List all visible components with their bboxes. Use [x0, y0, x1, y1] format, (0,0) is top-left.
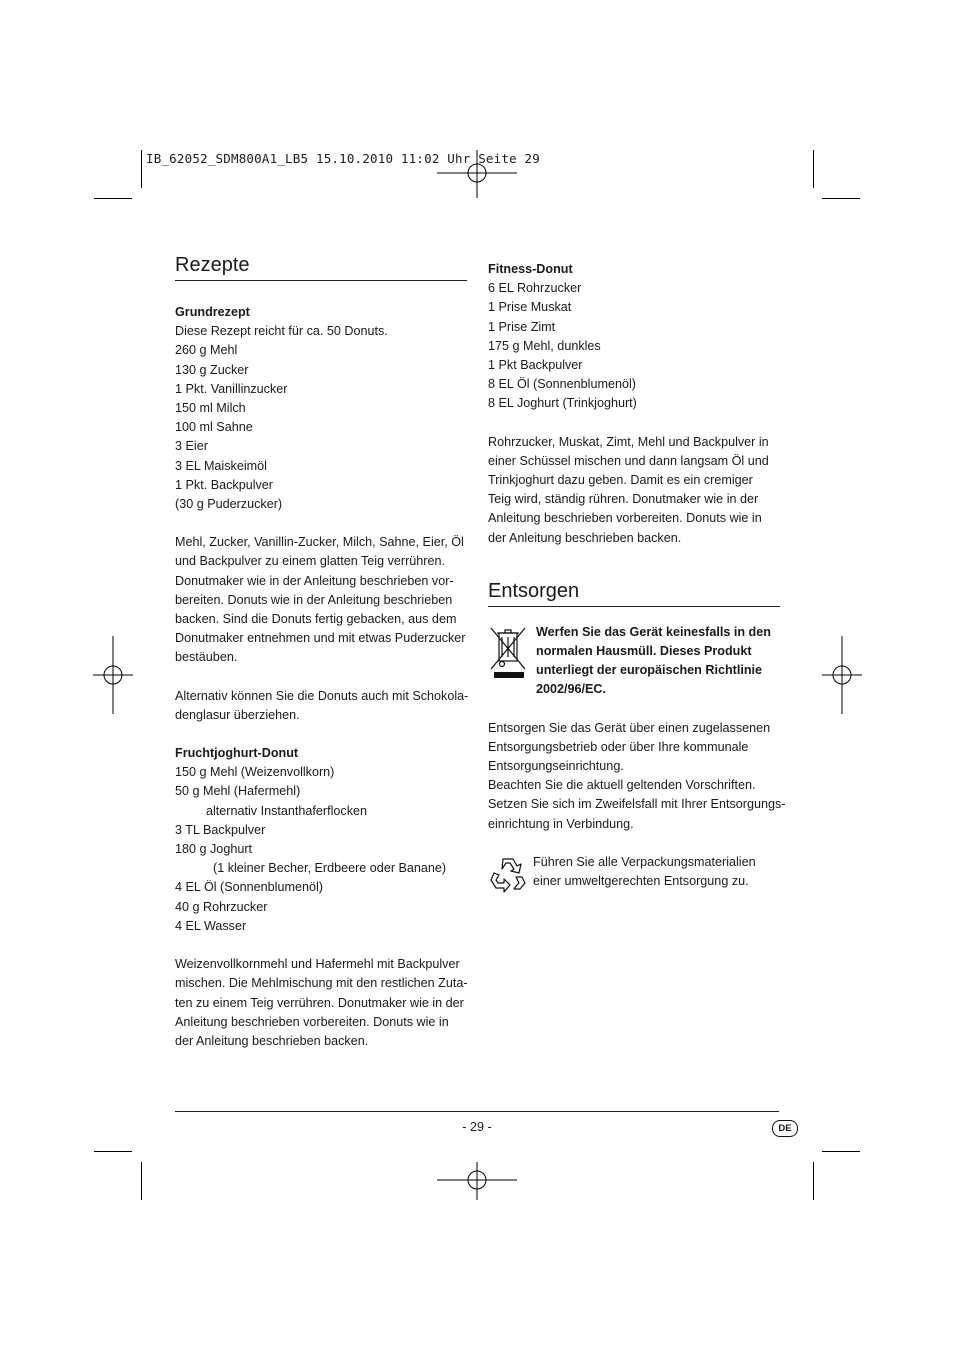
list-item: 4 EL Öl (Sonnenblumenöl) — [175, 880, 323, 895]
text-line: einrichtung in Verbindung. — [488, 816, 634, 831]
fruchtjoghurt-instructions — [175, 955, 467, 1051]
registration-mark-left-icon — [93, 636, 133, 714]
text-line: Setzen Sie sich im Zweifelsfall mit Ihrer Entsorgungs- — [488, 797, 786, 812]
text-line: ten zu einem Teig verrühren. Donutmaker wie in der — [175, 995, 464, 1010]
packaging-notice — [488, 853, 780, 893]
list-item: 1 Pkt Backpulver — [488, 358, 583, 373]
text-line: Trinkjoghurt dazu geben. Damit es ein cremiger — [488, 473, 753, 488]
list-item: 1 Pkt. Vanillinzucker — [175, 381, 288, 396]
text-line: Rohrzucker, Muskat, Zimt, Mehl und Backpulver in — [488, 434, 769, 449]
section-title-rezepte: Rezepte — [175, 252, 467, 281]
grundrezept-instructions — [175, 533, 467, 667]
left-column — [175, 252, 467, 1051]
registration-mark-right-icon — [822, 636, 862, 714]
list-item: 130 g Zucker — [175, 362, 249, 377]
section-title-entsorgen: Entsorgen — [488, 578, 780, 607]
weee-notice — [488, 623, 780, 700]
recycling-icon — [488, 853, 528, 893]
text-line: Alternativ können Sie die Donuts auch mit Schokola- — [175, 688, 469, 703]
fruchtjoghurt-ingredients — [175, 763, 467, 936]
list-item: Diese Rezept reicht für ca. 50 Donuts. — [175, 324, 388, 339]
list-item: 150 g Mehl (Weizenvollkorn) — [175, 765, 335, 780]
text-line: Beachten Sie die aktuell geltenden Vorschriften. — [488, 778, 756, 793]
list-item: (1 kleiner Becher, Erdbeere oder Banane) — [213, 861, 447, 876]
packaging-text — [533, 853, 756, 891]
text-line: der Anleitung beschrieben backen. — [488, 530, 682, 545]
list-item: 3 TL Backpulver — [175, 822, 266, 837]
fitness-ingredients — [488, 279, 780, 413]
weee-warning-text — [536, 623, 771, 700]
list-item: (30 g Puderzucker) — [175, 497, 283, 512]
text-line: Weizenvollkornmehl und Hafermehl mit Backpulver — [175, 957, 460, 972]
list-item: 260 g Mehl — [175, 343, 238, 358]
list-item: 50 g Mehl (Hafermehl) — [175, 784, 301, 799]
text-line: Mehl, Zucker, Vanillin-Zucker, Milch, Sahne, Eier, Öl — [175, 535, 464, 550]
registration-mark-bottom-icon — [437, 1162, 517, 1200]
text-line: Teig wird, ständig rühren. Donutmaker wie in der — [488, 492, 759, 507]
list-item: 150 ml Milch — [175, 401, 246, 416]
list-item: 4 EL Wasser — [175, 918, 247, 933]
list-item: 1 Prise Zimt — [488, 319, 556, 334]
print-slug: IB_62052_SDM800A1_LB5 15.10.2010 11:02 Uhr Seite 29 — [146, 151, 541, 166]
grundrezept-ingredients — [175, 322, 467, 514]
text-line: Führen Sie alle Verpackungsmaterialien — [533, 854, 756, 869]
text-line: Entsorgungseinrichtung. — [488, 759, 624, 774]
text-line: und Backpulver zu einem glatten Teig verrühren. — [175, 554, 445, 569]
text-line: denglasur überziehen. — [175, 707, 300, 722]
text-line: der Anleitung beschrieben backen. — [175, 1033, 369, 1048]
text-line: Donutmaker entnehmen und mit etwas Puderzucker — [175, 631, 466, 646]
text-line: bestäuben. — [175, 650, 238, 665]
disposal-instructions — [488, 719, 786, 834]
heading-grundrezept: Grundrezept — [175, 305, 250, 319]
footer-rule — [175, 1111, 779, 1112]
crossed-out-wheelie-bin-icon — [488, 625, 532, 681]
text-line: 2002/96/EC. — [536, 682, 607, 697]
heading-fitness-donut: Fitness-Donut — [488, 262, 573, 276]
text-line: bereiten. Donuts wie in der Anleitung beschrieben — [175, 592, 453, 607]
text-line: einer umweltgerechten Entsorgung zu. — [533, 874, 749, 889]
text-line: Anleitung beschrieben vorbereiten. Donuts wie in — [175, 1014, 449, 1029]
list-item: 40 g Rohrzucker — [175, 899, 268, 914]
list-item: 1 Pkt. Backpulver — [175, 477, 273, 492]
text-line: normalen Hausmüll. Dieses Produkt — [536, 644, 752, 659]
text-line: Entsorgen Sie das Gerät über einen zugelassenen — [488, 720, 771, 735]
heading-fruchtjoghurt-donut: Fruchtjoghurt-Donut — [175, 746, 299, 761]
text-line: mischen. Die Mehlmischung mit den restlichen Zuta- — [175, 976, 468, 991]
list-item: 180 g Joghurt — [175, 842, 253, 857]
list-item: 3 Eier — [175, 439, 208, 454]
right-column — [488, 252, 786, 893]
text-line: Donutmaker wie in der Anleitung beschrieben vor- — [175, 573, 454, 588]
text-line: unterliegt der europäischen Richtlinie — [536, 663, 763, 678]
list-item: 6 EL Rohrzucker — [488, 281, 582, 296]
text-line: Werfen Sie das Gerät keinesfalls in den — [536, 624, 771, 639]
grundrezept-alternative — [175, 687, 467, 725]
registration-mark-top-icon — [437, 150, 517, 198]
list-item: 175 g Mehl, dunkles — [488, 338, 601, 353]
list-item: 8 EL Joghurt (Trinkjoghurt) — [488, 396, 637, 411]
fitness-instructions — [488, 433, 780, 548]
list-item: 1 Prise Muskat — [488, 300, 572, 315]
text-line: Anleitung beschrieben vorbereiten. Donuts wie in — [488, 511, 762, 526]
text-line: einer Schüssel mischen und dann langsam Öl und — [488, 453, 769, 468]
text-line: Entsorgungsbetrieb oder über Ihre kommunale — [488, 739, 749, 754]
list-item: 100 ml Sahne — [175, 420, 253, 435]
list-item: 8 EL Öl (Sonnenblumenöl) — [488, 377, 636, 392]
language-badge: DE — [772, 1120, 798, 1137]
list-item: alternativ Instanthaferflocken — [206, 803, 368, 818]
list-item: 3 EL Maiskeimöl — [175, 458, 267, 473]
text-line: backen. Sind die Donuts fertig gebacken, aus dem — [175, 612, 457, 627]
page-number: - 29 - — [462, 1120, 492, 1134]
